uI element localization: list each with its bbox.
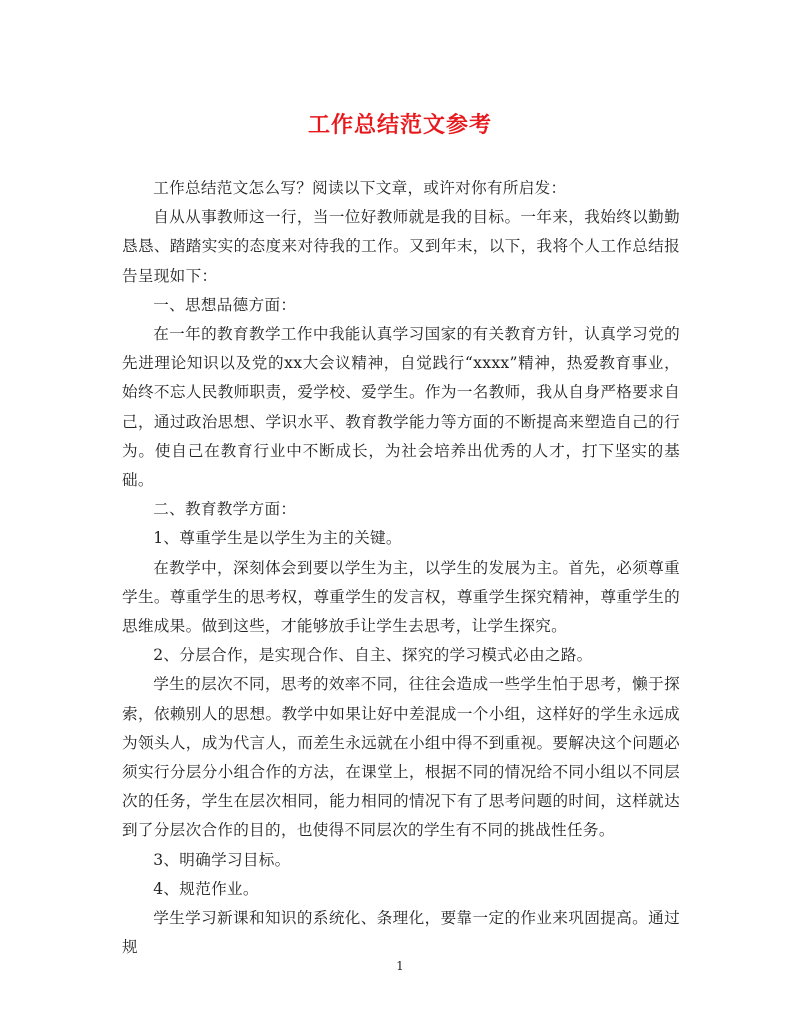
document-title: 工作总结范文参考: [307, 112, 492, 138]
paragraph: 在一年的教育教学工作中我能认真学习国家的有关教育方针，认真学习党的先进理论知识以及党的xx大会议精神，自觉践行“xxxx”精神，热爱教育事业，始终不忘人民教师职责，爱学校、爱学生。作为一名教师，我从自身严格要求自己，通过政治思想、学识水平、教育教学能力等方面的不断提高来塑造自己的行为。使自己在教育行业中不断成长，为社会培养出优秀的人才，打下坚实的基础。: [122, 325, 680, 490]
section-heading: 一、思想品德方面：: [153, 295, 297, 314]
paragraph: 工作总结范文怎么写？阅读以下文章，或许对你有所启发：: [153, 179, 567, 197]
paragraph: 学生的层次不同，思考的效率不同，往往会造成一些学生怕于思考，懒于探索，依赖别人的思想。教学中如果让好中差混成一个小组，这样好的学生永远成为领头人，成为代言人，而差生永远就在小组中得不到重视。要解决这个问题必须实行分层分小组合作的方法，在课堂上，根据不同的情况给不同小组以不同层次的任务，学生在层次相同，能力相同的情况下有了思考问题的时间，这样就达到了分层次合作的目的，也使得不同层次的学生有不同的挑战性任务。: [122, 675, 680, 840]
paragraph: 在教学中，深刻体会到要以学生为主，以学生的发展为主。首先，必须尊重学生。尊重学生的思考权，尊重学生的发言权，尊重学生探究精神，尊重学生的思维成果。做到这些，才能够放手让学生去思考，让学生探究。: [122, 558, 680, 636]
page-number: 1: [396, 959, 404, 973]
document-body: [122, 174, 680, 962]
subheading: 2、分层合作，是实现合作、自主、探究的学习模式必由之路。: [153, 646, 593, 665]
subheading: 1、尊重学生是以学生为主的关键。: [153, 529, 402, 548]
paragraph: 学生学习新课和知识的系统化、条理化，要靠一定的作业来巩固提高。通过规: [122, 909, 680, 957]
subheading: 3、明确学习目标。: [153, 850, 291, 869]
section-heading: 二、教育教学方面：: [153, 500, 297, 519]
subheading: 4、规范作业。: [153, 879, 259, 898]
paragraph: 自从从事教师这一行，当一位好教师就是我的目标。一年来，我始终以勤勤恳恳、踏踏实实的态度来对待我的工作。又到年末，以下，我将个人工作总结报告呈现如下：: [122, 208, 680, 285]
